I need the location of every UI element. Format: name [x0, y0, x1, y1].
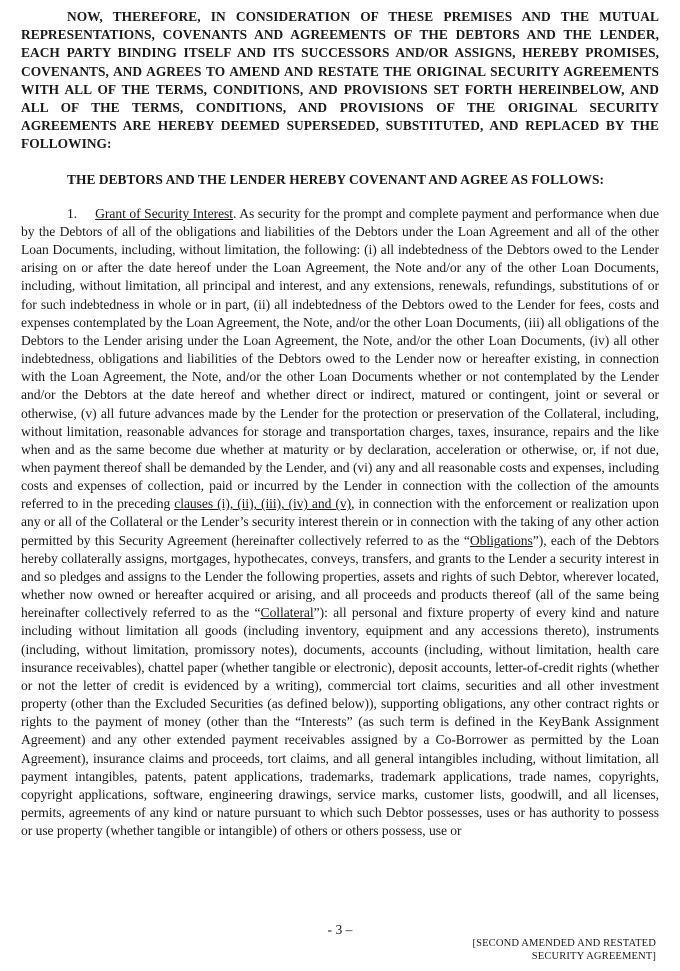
section-heading: Grant of Security Interest — [95, 205, 234, 221]
now-therefore-clause: NOW, THEREFORE, IN CONSIDERATION OF THESE PREMISES AND THE MUTUAL REPRESENTATIONS, COVENANTS AND AGREEMENTS OF THE DEBTORS AND THE LENDER, EACH PARTY BINDING ITSELF AND ITS SUCCESSORS AND/OR ASSIGNS, HEREBY PROMISES, COVENANTS, AND AGREES TO AMEND AND RESTATE THE ORIGINAL SECURITY AGREEMENTS WITH ALL OF THE TERMS, CONDITIONS, AND PROVISIONS SET FORTH HEREINBELOW, AND ALL OF THE TERMS, CONDITIONS, AND PROVISIONS OF THE ORIGINAL SECURITY AGREEMENTS ARE HEREBY DEEMED SUPERSEDED, SUBSTITUTED, AND REPLACED BY THE FOLLOWING: — [21, 9, 659, 152]
page-number: - 3 – — [327, 922, 353, 937]
clauses-reference: clauses (i), (ii), (iii), (iv) and (v) — [174, 496, 352, 512]
section-text-part-c: ”), each of the Debtors hereby collaterally assigns, mortgages, hypothecates, conveys, transfers, and grants to the Lender a security interest in and so pledges and assigns to the Lender the following properties, assets and rights of such Debtor, wherever located, whether now owned or hereafter acquired or arising, and all proceeds and products thereof (all of the same being hereinafter collectively referred to as the “ — [21, 532, 659, 621]
collateral-defined-term: Collateral — [260, 605, 314, 621]
document-page — [21, 8, 659, 840]
section-text-part-b: , in connection with the enforcement or realization upon any or all of the Collateral or the Lender’s security interest therein or in connection with the taking of any other action permitted by this Security Agreement (hereinafter collectively referred to as the “ — [21, 496, 660, 548]
section-text-part-a: . As security for the prompt and complete payment and performance when due by the Debtors of all of the obligations and liabilities of the Debtors under the Loan Agreement and all of the other Loan Documents, including, without limitation, the following: (i) all indebtedness of the Debtors owed to the Lender arising on or after the date hereof under the Loan Agreement, the Note and/or any of the other Loan Documents, including, without limitation, all principal and interest, and any extensions, renewals, refundings, substitutions of or for such indebtedness in whole or in part, (ii) all indebtedness of the Debtors owed to the Lender for fees, costs and expenses contemplated by the Loan Agreement, the Note, and/or the other Loan Documents, (iii) all obligations of the Debtors to the Lender arising under the Loan Agreement, the Note, and/or the other Loan Documents, (iv) all other indebtedness, obligations and liabilities of the Debtors owed to the Lender now or hereafter existing, in connection with the Loan Agreement, the Note, and/or the other Loan Documents whether or not contemplated by the Lender and/or the Debtors at the date hereof and whether direct or indirect, matured or contingent, joint or several or otherwise, (v) all future advances made by the Lender for the protection or preservation of the Collateral, including, without limitation, reasonable advances for storage and transportation charges, taxes, insurance, repairs and the like when and as the same become due whether at maturity or by declaration, acceleration or otherwise, or, if not due, when payment thereof shall be demanded by the Lender, and (vi) any and all reasonable costs and expenses, including costs and expenses of collection, paid or incurred by the Lender in connection with the collection of the amounts referred to in the preceding — [21, 205, 659, 512]
covenant-clause: THE DEBTORS AND THE LENDER HEREBY COVENANT AND AGREE AS FOLLOWS: — [67, 171, 604, 187]
document-title-footer — [472, 937, 656, 963]
section-1-paragraph — [21, 205, 659, 840]
footer-title-line-2: SECURITY AGREEMENT] — [531, 951, 656, 962]
section-text-part-d: ”): all personal and fixture property of every kind and nature including without limitation all goods (including inventory, equipment and any accessions thereto), instruments (including, without limitation, promissory notes), documents, accounts (including, without limitation, health care insurance receivables), chattel paper (whether tangible or electronic), deposit accounts, letter-of-credit rights (whether or not the letter of credit is evidenced by a writing), commercial tort claims, securities and all other investment property (other than the Excluded Securities (as defined below)), supporting obligations, any other contract rights or rights to the payment of money (other than the “Interests” (as such term is defined in the KeyBank Assignment Agreement) and any other extended payment receivables assigned by a Co-Borrower as permitted by the Loan Agreement), insurance claims and proceeds, tort claims, and all general intangibles including, without limitation, all payment intangibles, patents, patent applications, trademarks, trademark applications, trade names, copyrights, copyright applications, software, engineering drawings, service marks, customer lists, goodwill, and all licenses, permits, agreements of any kind or nature pursuant to which such Debtor possesses, uses or has authority to possess or use property (whether tangible or intangible) of others or others possess, use or — [21, 605, 659, 839]
obligations-defined-term: Obligations — [469, 532, 533, 548]
footer-title-line-1: [SECOND AMENDED AND RESTATED — [472, 938, 656, 949]
section-number: 1. — [67, 205, 78, 221]
